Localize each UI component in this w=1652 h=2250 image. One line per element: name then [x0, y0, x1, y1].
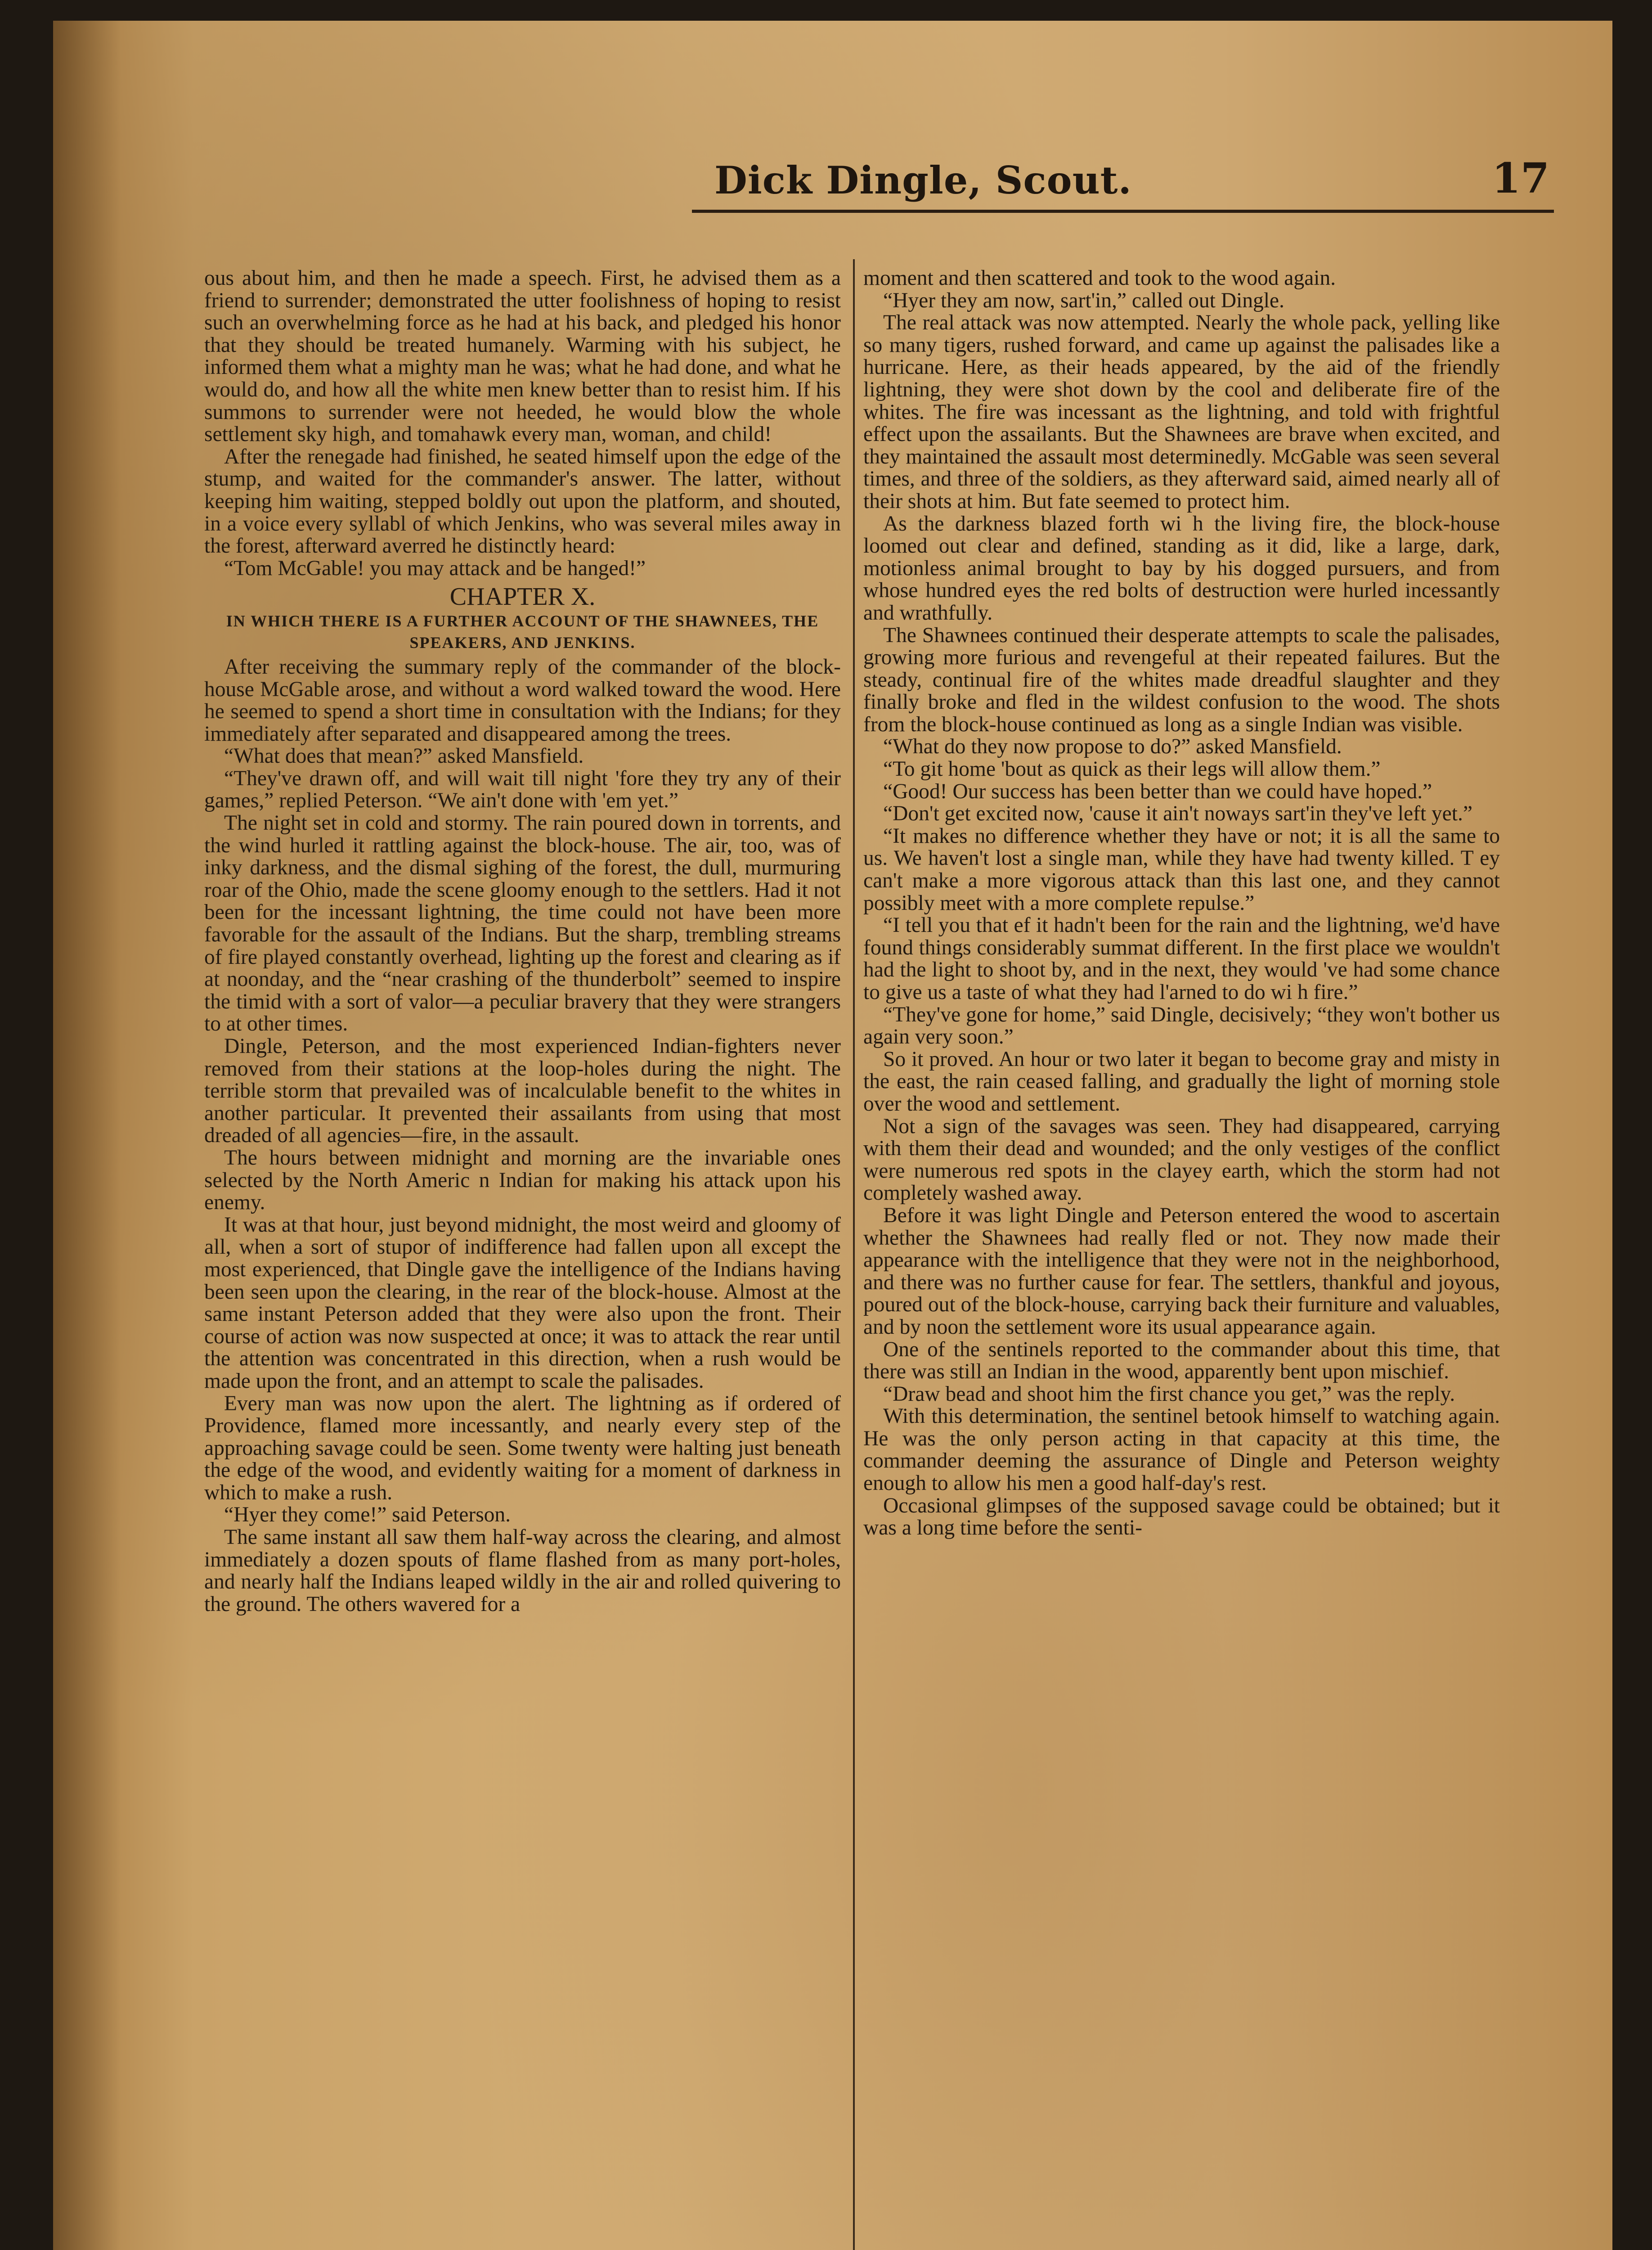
running-header — [692, 156, 1554, 213]
paragraph: The hours between midnight and morning are the invariable ones selected by the North Americ n Indian for making his attack upon his enemy. — [204, 1146, 841, 1215]
chapter-subtitle: IN WHICH THERE IS A FURTHER ACCOUNT OF THE SHAWNEES, THE SPEAKERS, AND JENKINS. — [226, 612, 819, 652]
paragraph: “What does that mean?” asked Mansfield. — [224, 744, 584, 768]
paragraph: After the renegade had finished, he seated himself upon the edge of the stump, and waited for the commander's answer. The latter, without keeping him waiting, stepped boldly out upon the platform, and shouted, in a voice every syllabl of which Jenkins, who was several miles away in the forest, afterward averred he distinctly heard: — [204, 445, 841, 558]
paragraph: “What do they now propose to do?” asked Mansfield. — [883, 735, 1342, 759]
paragraph: So it proved. An hour or two later it began to become gray and misty in the east, the rain ceased falling, and gradually the light of morning stole over the wood and settlement. — [863, 1047, 1500, 1116]
paragraph: “Hyer they come!” said Peterson. — [224, 1503, 511, 1527]
running-title: Dick Dingle, Scout. — [714, 158, 1132, 202]
paragraph: Occasional glimpses of the supposed savage could be obtained; but it was a long time before the senti- — [863, 1494, 1500, 1540]
paragraph: “It makes no difference whether they have or not; it is all the same to us. We haven't lost a single man, while they have had twenty killed. T ey can't make a more vigorous attack than this last one, and they cannot possibly meet with a more complete repulse.” — [863, 824, 1500, 915]
right-column — [863, 267, 1500, 2250]
paragraph: The real attack was now attempted. Nearly the whole pack, yelling like so many tigers, rushed forward, and came up against the palisades like a hurricane. Here, as their heads appeared, by the aid of the friendly lightning, they were shot down by the cool and deliberate fire of the whites. The fire was incessant as the lightning, and told with frightful effect upon the assailants. But the Shawnees are brave when excited, and they maintained the assault most determinedly. McGable was seen several times, and three of the soldiers, as they afterward said, aimed nearly all of their shots at him. But fate seemed to protect him. — [863, 311, 1500, 513]
paragraph: Dingle, Peterson, and the most experienced Indian-fighters never removed from their stations at the loop-holes during the night. The terrible storm that prevailed was of incalculable benefit to the whites in another particular. It prevented their assailants from using that most dreaded of all agencies—fire, in the assault. — [204, 1035, 841, 1148]
paragraph: The night set in cold and stormy. The rain poured down in torrents, and the wind hurled it rattling against the block-house. The air, too, was of inky darkness, and the dismal sighing of the forest, the dull, murmuring roar of the Ohio, made the scene gloomy enough to the settlers. Had it not been for the incessant lightning, the time could not have been more favorable for the assault of the Indians. But the sharp, trembling streams of fire played constantly overhead, lighting up the forest and clearing as if at noonday, and the “near crashing of the thunderbolt” seemed to inspire the timid with a sort of valor—a peculiar bravery that they were strangers to at other times. — [204, 811, 841, 1036]
paragraph: The same instant all saw them half-way across the clearing, and almost immediately a dozen spouts of flame flashed from as many port-holes, and nearly half the Indians leaped wildly in the air and rolled quivering to the ground. The others wavered for a — [204, 1526, 841, 1616]
paragraph: “Don't get excited now, 'cause it ain't noways sart'in they've left yet.” — [883, 802, 1472, 826]
chapter-title: CHAPTER X. — [449, 583, 596, 611]
page-gutter-shadow — [53, 21, 121, 2250]
book-page — [53, 21, 1612, 2250]
paragraph: It was at that hour, just beyond midnight, the most weird and gloomy of all, when a sort of stupor of indifference had fallen upon all except the most experienced, that Dingle gave the intelligence of the Indians having been seen upon the clearing, in the rear of the block-house. Almost at the same instant Peterson added that they were also upon the front. Their course of action was now suspected at once; it was to attack the rear until the attention was concentrated in this direction, when a rush would be made upon the front, and an attempt to scale the palisades. — [204, 1213, 841, 1393]
paragraph: One of the sentinels reported to the commander about this time, that there was still an Indian in the wood, apparently bent upon mischief. — [863, 1337, 1500, 1384]
paragraph: “They've gone for home,” said Dingle, decisively; “they won't bother us again very soon.” — [863, 1003, 1500, 1049]
paragraph: The Shawnees continued their desperate attempts to scale the palisades, growing more furious and revengeful at their repeated failures. But the steady, continual fire of the whites made dreadful slaughter and they finally broke and fled in the wildest confusion to the wood. The shots from the block-house continued as long as a single Indian was visible. — [863, 623, 1500, 736]
page-number: 17 — [1491, 154, 1549, 202]
paragraph: After receiving the summary reply of the commander of the block-house McGable arose, and without a word walked toward the wood. Here he seemed to spend a short time in consultation with the Indians; for they immediately after separated and disappeared among the trees. — [204, 655, 841, 746]
paragraph: Every man was now upon the alert. The lightning as if ordered of Providence, flamed more incessantly, and nearly every step of the approaching savage could be seen. Some twenty were halting just beneath the edge of the wood, and evidently waiting for a moment of darkness in which to make a rush. — [204, 1391, 841, 1504]
paragraph: ous about him, and then he made a speech. First, he advised them as a friend to surrender; demonstrated the utter foolishness of hoping to resist such an overwhelming force as he had at his back, and pledged his honor that they should be treated humanely. Warming with his subject, he informed them what a mighty man he was; what he had done, and what he would do, and how all the white men knew better than to resist him. If his summons to surrender were not heeded, he would blow the whole settlement sky high, and tomahawk every man, woman, and child! — [204, 267, 841, 446]
paragraph: “They've drawn off, and will wait till night 'fore they try any of their games,” replied Peterson. “We ain't done with 'em yet.” — [204, 766, 841, 813]
paragraph: “Hyer they am now, sart'in,” called out Dingle. — [883, 288, 1284, 312]
left-column — [204, 267, 841, 2250]
paragraph: moment and then scattered and took to the wood again. — [863, 267, 1336, 290]
paragraph: With this determination, the sentinel betook himself to watching again. He was the only person acting in that capacity at this time, the commander deeming the assurance of Dingle and Peterson weighty enough to allow his men a good half-day's rest. — [863, 1404, 1500, 1495]
paragraph: Before it was light Dingle and Peterson entered the wood to ascertain whether the Shawnees had really fled or not. They now made their appearance with the intelligence that they were not in the neighborhood, and there was no further cause for fear. The settlers, thankful and joyous, poured out of the block-house, carrying back their furniture and valuables, and by noon the settlement wore its usual appearance again. — [863, 1203, 1500, 1339]
paragraph: “Good! Our success has been better than we could have hoped.” — [883, 779, 1432, 803]
paragraph: “Tom McGable! you may attack and be hanged!” — [224, 556, 646, 580]
paragraph: “To git home 'bout as quick as their legs will allow them.” — [883, 757, 1381, 781]
paragraph: As the darkness blazed forth wi h the living fire, the block-house loomed out clear and defined, standing as it did, like a large, dark, motionless animal brought to bay by his dogged pursuers, and from whose hundred eyes the red bolts of destruction were hurled incessantly and wrathfully. — [863, 512, 1500, 625]
paragraph: “Draw bead and shoot him the first chance you get,” was the reply. — [883, 1382, 1455, 1406]
paragraph: Not a sign of the savages was seen. They had disappeared, carrying with them their dead and wounded; and the only vestiges of the conflict were numerous red spots in the clayey earth, which the storm had not completely washed away. — [863, 1114, 1500, 1205]
column-divider — [853, 259, 855, 2250]
paragraph: “I tell you that ef it hadn't been for the rain and the lightning, we'd have found things considerably summat different. In the first place we wouldn't had the light to shoot by, and in the next, they would 've had some chance to give us a taste of what they had l'arned to do wi h fire.” — [863, 914, 1500, 1004]
